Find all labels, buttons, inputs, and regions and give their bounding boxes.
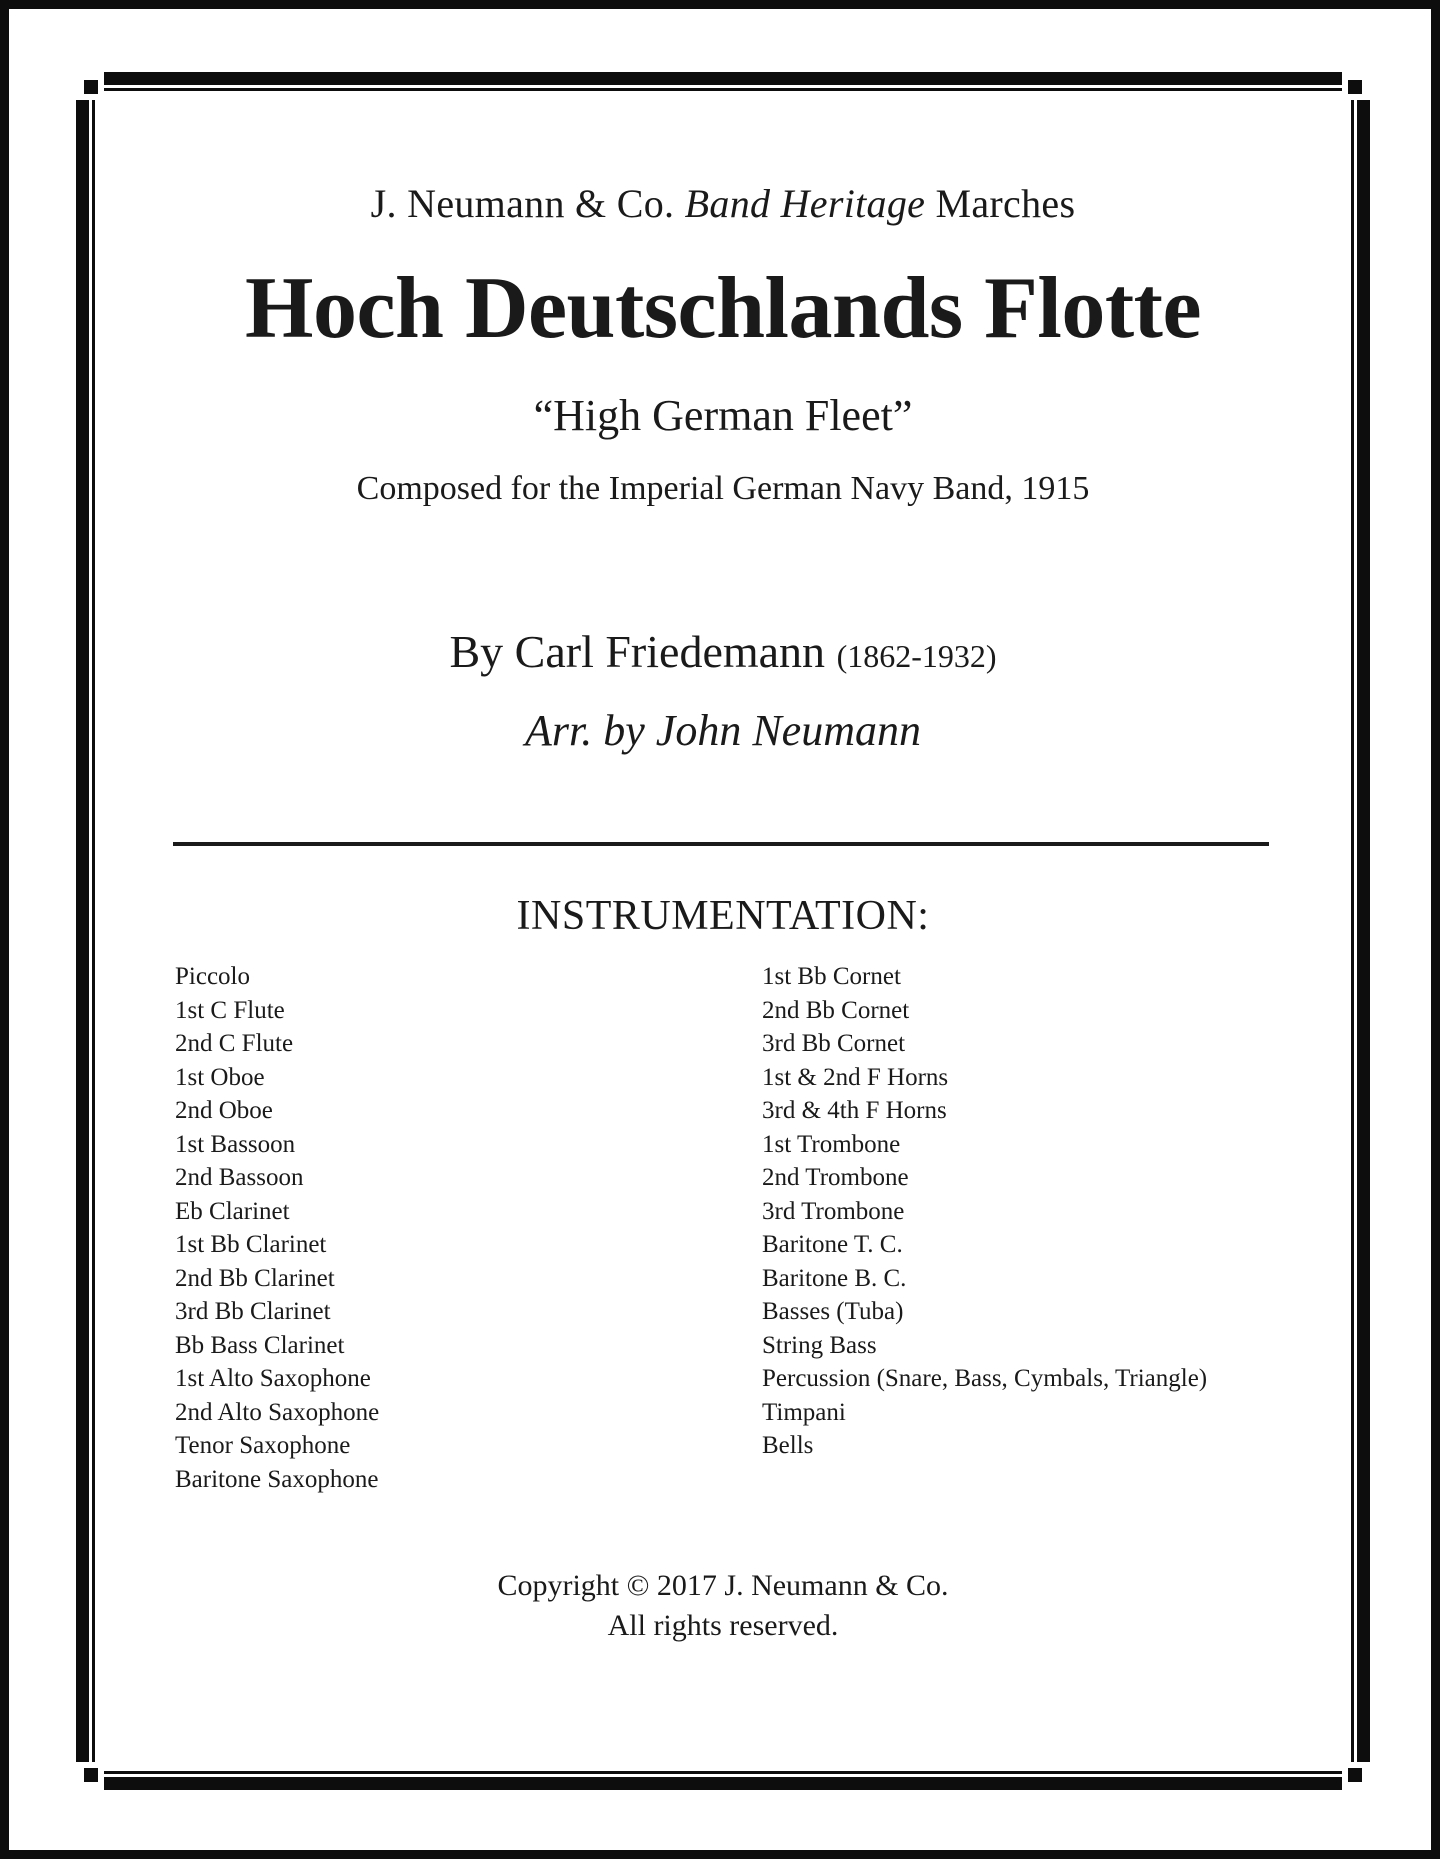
list-item: 1st Alto Saxophone [175, 1365, 371, 1392]
series-type: Marches [935, 181, 1076, 226]
list-item: 1st Oboe [175, 1063, 265, 1091]
list-item: 2nd Alto Saxophone [175, 1398, 380, 1426]
series-publisher: J. Neumann & Co. [370, 181, 675, 226]
list-item: 1st C Flute [175, 996, 285, 1024]
list-item: 1st Bassoon [175, 1130, 296, 1158]
instrumentation-right-column [762, 960, 1322, 1463]
list-item: Basses (Tuba) [762, 1298, 904, 1325]
list-item: 1st Bb Clarinet [175, 1231, 327, 1258]
list-item: 3rd Bb Cornet [762, 1030, 906, 1057]
series-line [110, 180, 1336, 227]
list-item: 3rd & 4th F Horns [762, 1097, 947, 1124]
list-item: 2nd Bb Cornet [762, 996, 910, 1024]
list-item: 1st Bb Cornet [762, 963, 901, 990]
list-item: Bells [762, 1432, 814, 1459]
list-item: Bb Bass Clarinet [175, 1331, 345, 1359]
frame-corner-bottom-right [1342, 1762, 1376, 1796]
instrumentation-heading: INSTRUMENTATION: [516, 893, 930, 939]
composed-for: Composed for the Imperial German Navy Band, 1915 [356, 470, 1090, 507]
subtitle: “High German Fleet” [533, 391, 913, 440]
frame-corner-top-right [1342, 66, 1376, 100]
arranger-line: Arr. by John Neumann [525, 706, 921, 755]
list-item: 2nd Bassoon [175, 1164, 304, 1191]
rights-line: All rights reserved. [607, 1609, 839, 1642]
list-item: 2nd Oboe [175, 1097, 273, 1124]
list-item: Piccolo [175, 963, 250, 990]
frame-corner-bottom-left [70, 1762, 104, 1796]
list-item: String Bass [762, 1331, 877, 1359]
list-item: Baritone B. C. [762, 1264, 907, 1292]
copyright-line: Copyright © 2017 J. Neumann & Co. [497, 1569, 949, 1602]
list-item: 3rd Trombone [762, 1197, 905, 1225]
list-item: 2nd C Flute [175, 1030, 294, 1057]
list-item: Tenor Saxophone [175, 1432, 351, 1459]
list-item: Timpani [762, 1398, 846, 1426]
list-item: Baritone Saxophone [175, 1465, 379, 1493]
frame-corner-top-left [70, 66, 104, 100]
composer-line [110, 625, 1336, 678]
instrumentation-left-column [175, 960, 695, 1496]
list-item: 2nd Bb Clarinet [175, 1264, 335, 1292]
series-name: Band Heritage [684, 181, 926, 226]
divider [173, 842, 1269, 846]
list-item: 3rd Bb Clarinet [175, 1298, 331, 1325]
list-item: 1st Trombone [762, 1130, 901, 1158]
list-item: 1st & 2nd F Horns [762, 1063, 949, 1091]
list-item: Baritone T. C. [762, 1231, 903, 1258]
page-title: Hoch Deutschlands Flotte [245, 260, 1201, 357]
copyright-notice [110, 1566, 1336, 1646]
list-item: Percussion (Snare, Bass, Cymbals, Triangle) [762, 1365, 1208, 1392]
composer-name: By Carl Friedemann [449, 626, 826, 677]
cover-content [110, 110, 1336, 1750]
list-item: 2nd Trombone [762, 1164, 909, 1191]
list-item: Eb Clarinet [175, 1197, 290, 1225]
composer-dates: (1862-1932) [836, 638, 997, 674]
